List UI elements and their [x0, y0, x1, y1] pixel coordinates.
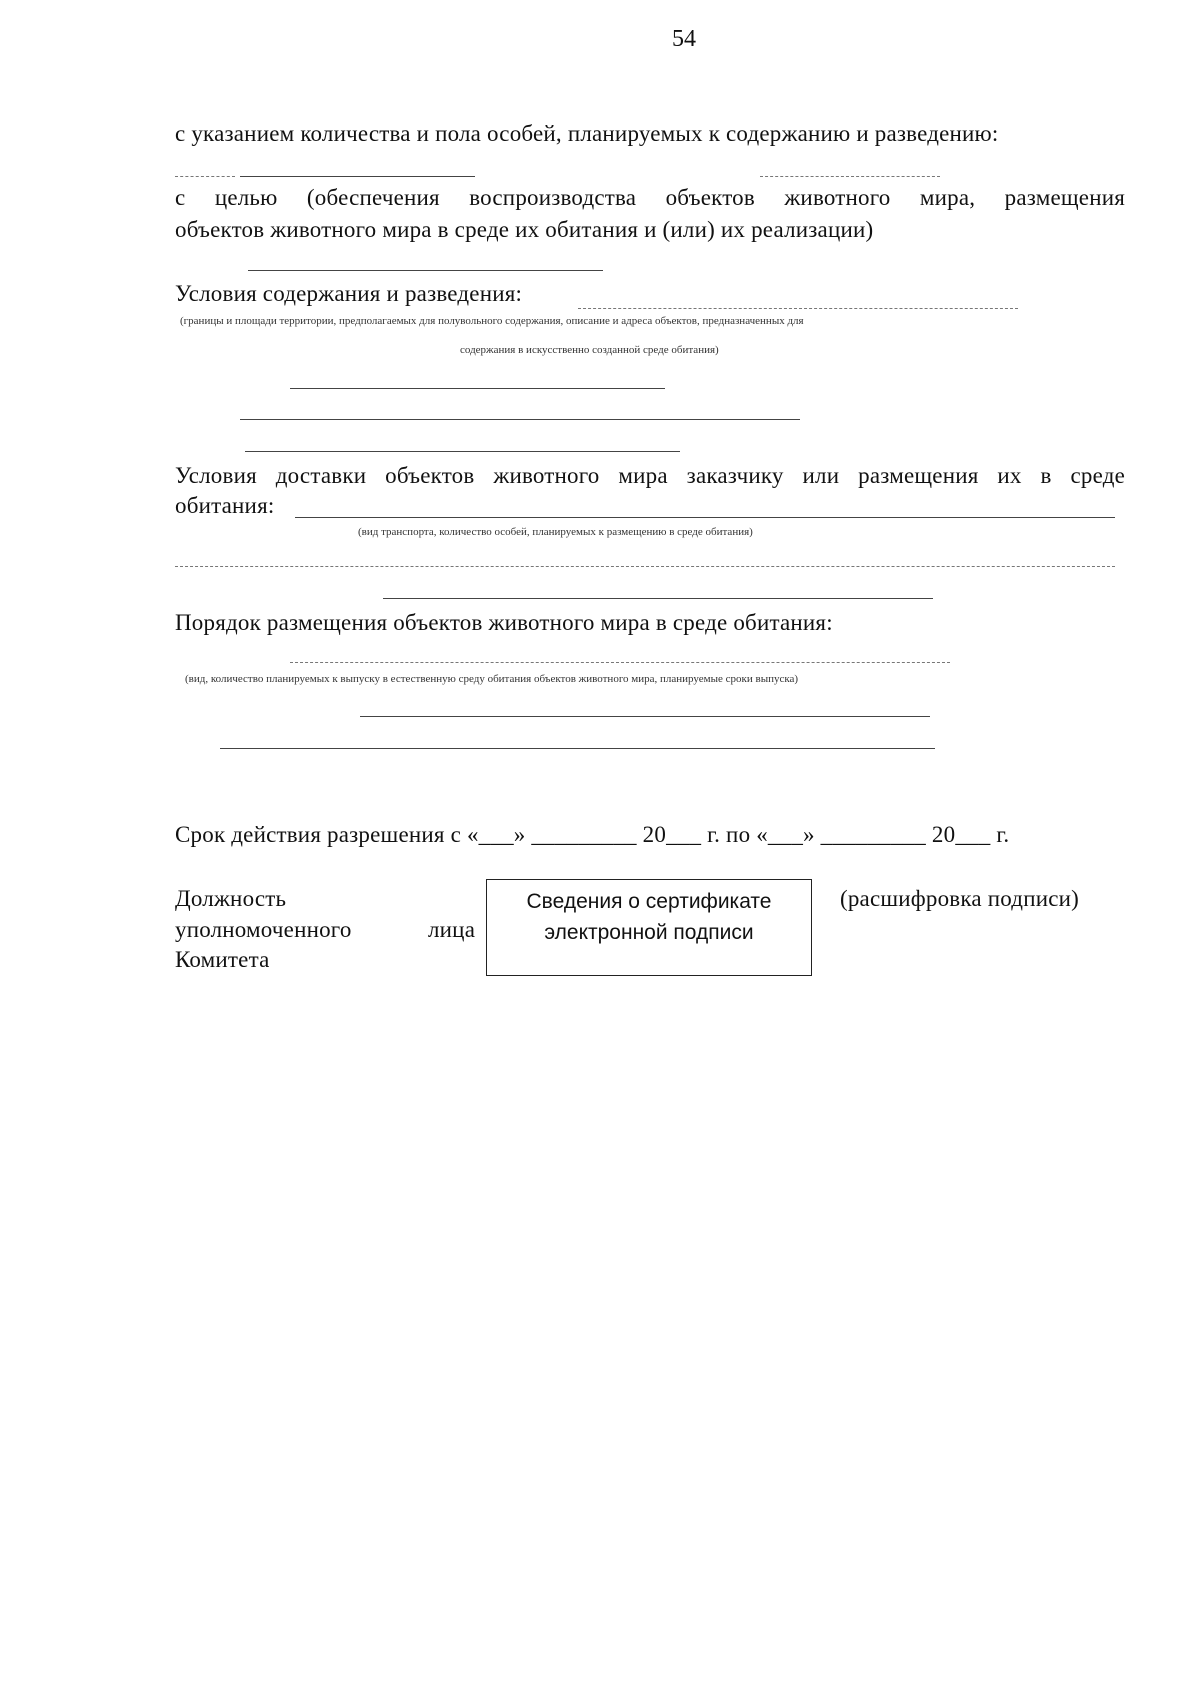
certificate-line-2: электронной подписи — [544, 921, 754, 944]
blank-line — [360, 716, 930, 717]
blank-line — [240, 176, 475, 177]
blank-line — [248, 270, 603, 271]
position-title-line-2a: уполномоченного — [175, 917, 352, 942]
blank-line — [578, 308, 1018, 309]
placement-order-label: Порядок размещения объектов животного мира в среде обитания: — [175, 610, 833, 635]
position-title-line-3: Комитета — [175, 947, 270, 972]
blank-line — [240, 419, 800, 420]
delivery-hint: (вид транспорта, количество особей, планируемых к размещению в среде обитания) — [358, 526, 753, 538]
blank-line — [245, 451, 680, 452]
certificate-line-1: Сведения о сертификате — [526, 890, 772, 913]
placement-hint: (вид, количество планируемых к выпуску в естественную среду обитания объектов животного мира, планируемые сроки выпуска) — [185, 673, 799, 685]
blank-line — [383, 598, 933, 599]
maintenance-hint-1: (границы и площади территории, предполагаемых для полувольного содержания, описание и адреса объектов, предназначенных для — [180, 315, 804, 327]
position-title-line-1: Должность — [175, 886, 287, 911]
blank-line — [290, 662, 950, 663]
blank-line — [220, 748, 935, 749]
page-number: 54 — [672, 26, 696, 52]
quantity-sex-line: с указанием количества и пола особей, планируемых к содержанию и разведению: — [175, 121, 999, 146]
blank-line — [175, 566, 1115, 567]
delivery-conditions-line-1: Условия доставки объектов животного мира заказчику или размещения их в среде — [175, 463, 1125, 488]
maintenance-conditions-label: Условия содержания и разведения: — [175, 281, 523, 306]
blank-line — [760, 176, 940, 177]
blank-line — [295, 517, 1115, 518]
purpose-line-2: объектов животного мира в среде их обитания и (или) их реализации) — [175, 217, 874, 242]
blank-line — [175, 176, 235, 177]
delivery-conditions-line-2: обитания: — [175, 493, 275, 518]
e-signature-certificate-box — [486, 879, 812, 976]
validity-period: Срок действия разрешения с «___» _________ 20___ г. по «___» _________ 20___ г. — [175, 822, 1010, 847]
blank-line — [290, 388, 665, 389]
signature-decoding: (расшифровка подписи) — [840, 886, 1079, 911]
purpose-line-1: с целью (обеспечения воспроизводства объектов животного мира, размещения — [175, 185, 1125, 210]
maintenance-hint-2: содержания в искусственно созданной среде обитания) — [460, 344, 719, 356]
position-title-line-2b: лица — [428, 917, 476, 942]
